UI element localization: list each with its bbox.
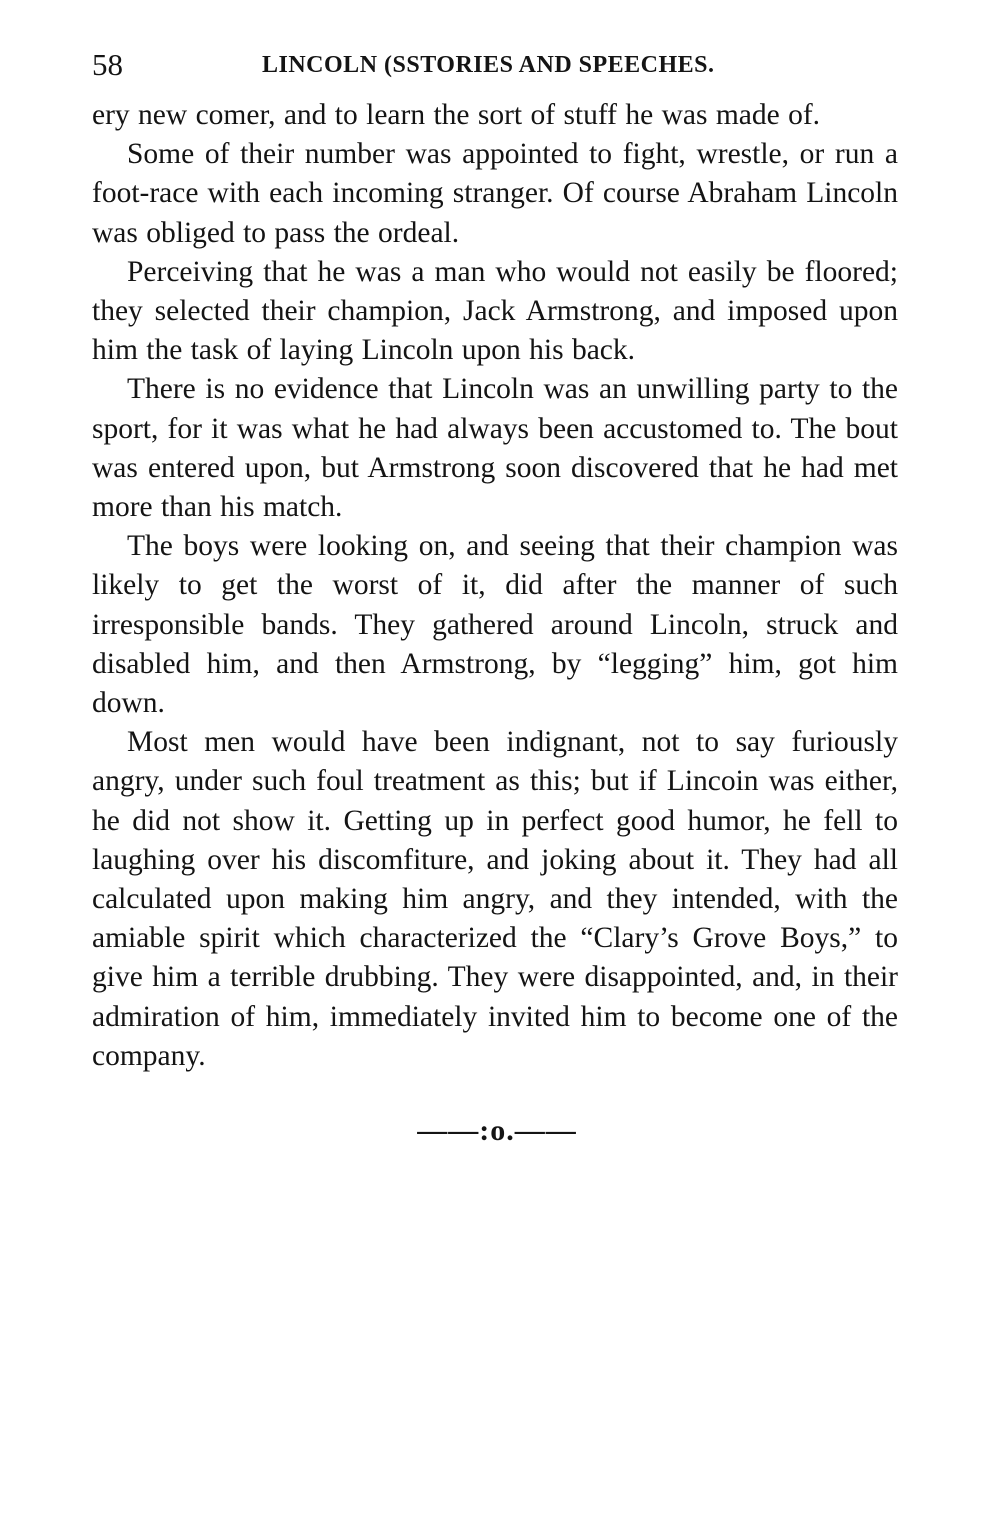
paragraph: There is no evidence that Lincoln was an unwilling party to the sport, for it was what he had always been accustomed to. The bout was entered upon, but Armstrong soon discovered that he had met more than his match. bbox=[92, 373, 898, 524]
body-text bbox=[92, 96, 898, 1076]
running-head bbox=[92, 40, 898, 90]
running-title: LINCOLN (SSTORIES AND SPEECHES. bbox=[262, 52, 715, 78]
page-number: 58 bbox=[92, 47, 123, 82]
section-separator: ——:o.—— bbox=[417, 1114, 577, 1148]
book-page bbox=[92, 40, 898, 1148]
paragraph: Most men would have been indignant, not to say furiously angry, under such foul treatment as this; but if Lincoin was either, he did not show it. Getting up in perfect good humor, he fell to laughing over his discomfiture, and joking about it. They had all calculated upon making him angry, and they intended, with the amiable spirit which characterized the “Clary’s Grove Boys,” to give him a terrible drubbing. They were disappointed, and, in their admiration of him, immediately invited him to become one of the company. bbox=[92, 726, 898, 1072]
paragraph: Perceiving that he was a man who would not easily be floored; they selected their champion, Jack Armstrong, and imposed upon him the task of laying Lincoln upon his back. bbox=[92, 255, 898, 367]
paragraph: ery new comer, and to learn the sort of stuff he was made of. bbox=[92, 99, 821, 131]
paragraph: The boys were looking on, and seeing that their champion was likely to get the worst of it, did after the manner of such irresponsible bands. They gathered around Lincoln, struck and disabled him, and then Armstrong, by “legging” him, got him down. bbox=[92, 530, 898, 720]
paragraph: Some of their number was appointed to fight, wrestle, or run a foot-race with each incoming stranger. Of course Abraham Lincoln was obliged to pass the ordeal. bbox=[92, 138, 898, 249]
